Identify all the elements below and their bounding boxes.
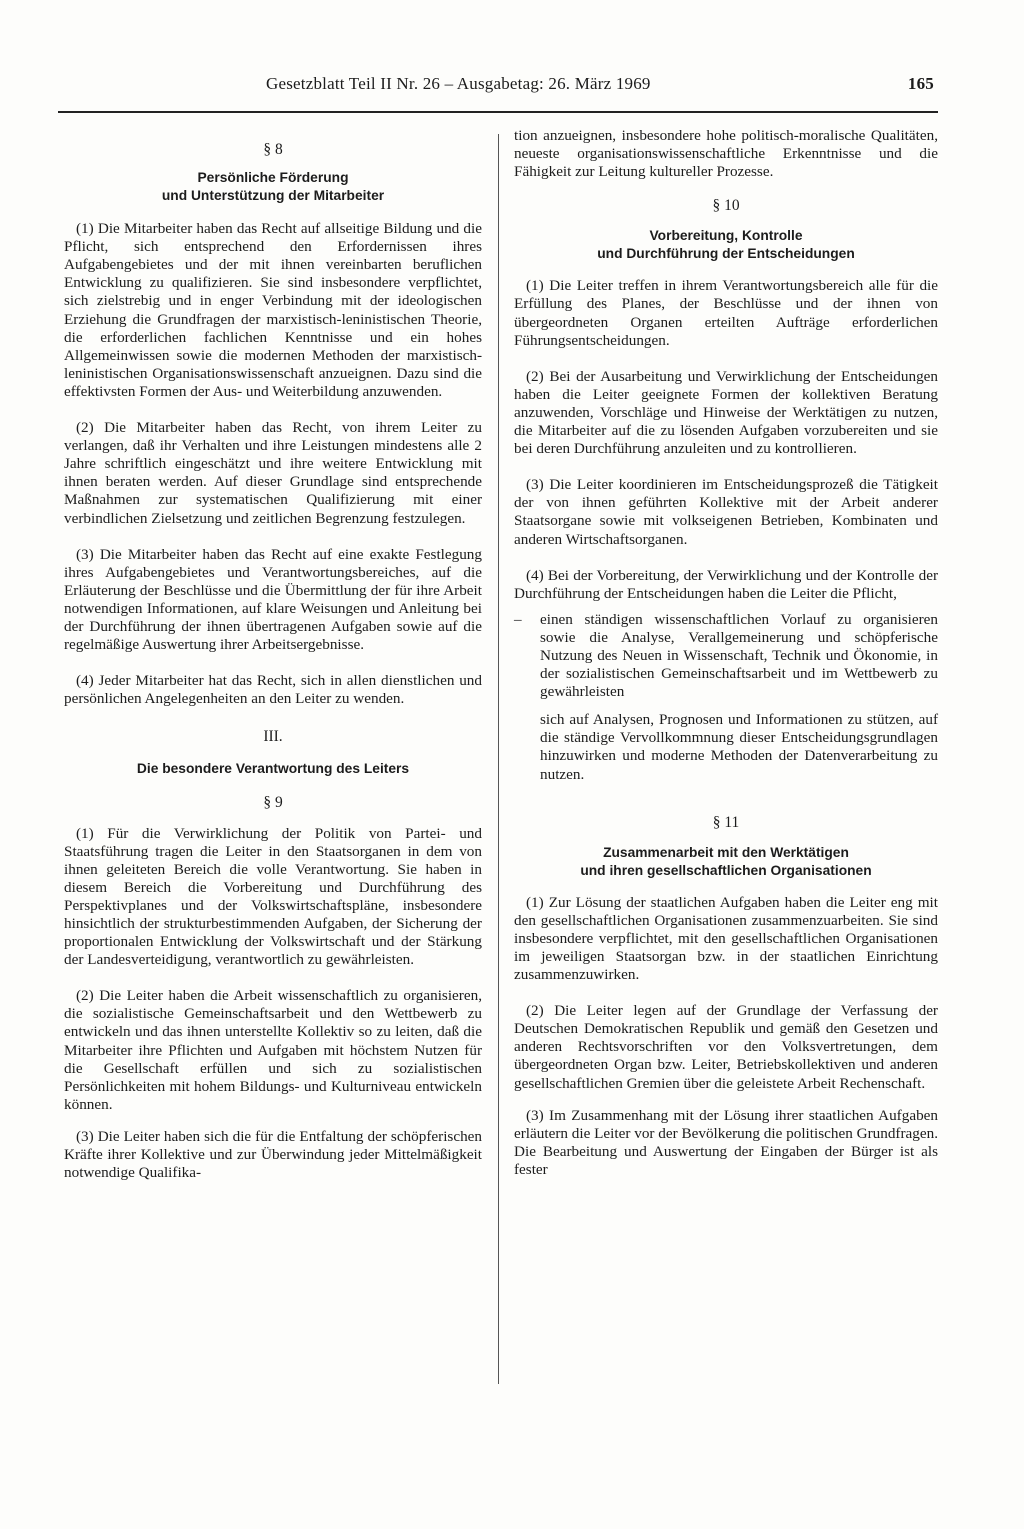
section-10-list-item-continued: sich auf Analysen, Prognosen und Informationen zu stützen, auf die ständige Vervollkommnung dieser Entscheidungsgrundlagen hinzuwirken und moderne Methoden der Datenverarbeitung zu nutzen. — [540, 711, 938, 783]
section-11-number: § 11 — [712, 813, 740, 831]
right-column — [514, 127, 938, 1179]
section-9-paragraph-2: (2) Die Leiter haben die Arbeit wissenschaftlich zu organisieren, die sozialistische Gemeinschaftsarbeit und den Wettbewerb zu entwickeln und das ihnen unterstellte Kollektiv so zu leiten, daß die Mitarbeiter ihre Pflichten und Aufgaben mit höchstem Nutzen für die Gesellschaft erfüllen und sich zu sozialistischen Persönlichkeiten mit hohem Bildungs- und Kulturniveau entwickeln können. — [64, 987, 482, 1113]
section-9-paragraph-3: (3) Die Leiter haben sich die für die Entfaltung der schöpferischen Kräfte ihrer Kollektive und zur Überwindung jeder Mittelmäßigkeit notwendige Qualifika- — [64, 1127, 482, 1182]
section-9-paragraph-3-continued: tion anzueignen, insbesondere hohe politisch-moralische Qualitäten, neueste organisationswissenschaftliche Erkenntnisse und die Fähigkeit zur Leitung kultureller Prozesse. — [514, 127, 938, 181]
section-10-list-item — [514, 611, 938, 701]
section-11-title-line-1: Zusammenarbeit mit den Werktätigen — [603, 844, 849, 860]
section-10-title-line-1: Vorbereitung, Kontrolle — [649, 228, 803, 244]
section-10-paragraph-2: (2) Bei der Ausarbeitung und Verwirklichung der Entscheidungen haben die Leiter geeignete Formen der kollektiven Beratung anzuwenden, Vorschläge und Hinweise der Werktätigen zu nutzen, die Mitarbeiter auf die zu lösenden Aufgaben vorzubereiten und sie bei deren Durchführung anzuleiten und zu kontrollieren. — [514, 367, 938, 458]
section-8-paragraph-1: (1) Die Mitarbeiter haben das Recht auf allseitige Bildung und die Pflicht, sich entsprechend den Erfordernissen ihres Aufgabengebietes und der mit ihnen vereinbarten beruflichen Entwicklung zu qualifizieren. Sie sind insbesondere verpflichtet, sich zielstrebig und in enger Verbindung mit der ideologischen Erziehung die Grundfragen der marxistisch-leninistischen Theorie, die erforderlichen fachlichen Kenntnisse und ein hohes Allgemeinwissen sowie die modernen Methoden der marxistisch-leninistischen Organisationswissenschaft anzueignen. Dazu sind die effektivsten Formen der Aus- und Weiterbildung anzuwenden. — [64, 220, 482, 400]
section-9-number: § 9 — [263, 794, 283, 812]
column-divider — [498, 134, 499, 1384]
section-10-number: § 10 — [712, 197, 740, 215]
section-8-title-line-2: und Unterstützung der Mitarbeiter — [161, 188, 385, 204]
section-10-paragraph-3: (3) Die Leiter koordinieren im Entscheidungsprozeß die Tätigkeit der von ihnen geführten Kollektive mit der Arbeit anderer Staatsorgane sowie mit volkseigenen Betrieben, Kombinaten und anderen Wirtschaftsorganen. — [514, 476, 938, 548]
section-11-paragraph-2: (2) Die Leiter legen auf der Grundlage der Verfassung der Deutschen Demokratischen Republik und gemäß den Gesetzen und anderen Rechtsvorschriften vor den Volksvertretungen, dem übergeordneten Organ bzw. Leiter, Betriebskollektiven und anderen gesellschaftlichen Gremien über die geleistete Arbeit Rechenschaft. — [514, 1002, 938, 1092]
page-header — [258, 74, 938, 104]
page-number: 165 — [907, 74, 934, 93]
section-8-paragraph-3: (3) Die Mitarbeiter haben das Recht auf eine exakte Festlegung ihres Aufgabengebietes und Verantwortungsbereiches, auf die Erläuterung der Beschlüsse und die Übermittlung der für ihre Arbeit notwendigen Informationen, auf klare Weisungen und Anleitung bei der Durchführung der ihnen übertragenen Aufgaben sowie auf die regelmäßige Auswertung ihrer Arbeitsergebnisse. — [64, 545, 482, 654]
part-3-number: III. — [263, 728, 283, 746]
part-3-title: Die besondere Verantwortung des Leiters — [136, 761, 410, 777]
section-10-title-line-2: und Durchführung der Entscheidungen — [597, 246, 855, 262]
section-8-number: § 8 — [263, 141, 283, 158]
section-10-list-item-text: einen ständigen wissenschaftlichen Vorlauf zu organisieren sowie die Analyse, Verallgemeinerung und schöpferische Nutzung des Neuen in Wissenschaft, Technik und Ökonomie, in der sozialistischen Gemeinschaftsarbeit und im Wettbewerb zu gewährleisten — [540, 610, 938, 701]
section-11-title-line-2: und ihren gesellschaftlichen Organisationen — [580, 862, 872, 878]
header-rule — [58, 111, 938, 113]
left-column — [64, 127, 482, 1182]
section-10-paragraph-1: (1) Die Leiter treffen in ihrem Verantwortungsbereich alle für die Erfüllung des Planes, der Beschlüsse und der ihnen von übergeordneten Organen erteilten Aufträge erforderlichen Führungsentscheidungen. — [514, 277, 938, 349]
section-11-paragraph-1: (1) Zur Lösung der staatlichen Aufgaben haben die Leiter eng mit den gesellschaftlichen Organisationen zusammenzuarbeiten. Sie sind insbesondere verpflichtet, mit den gesellschaftlichen Organisationen im jeweiligen Staatsorgan bzw. in der staatlichen Einrichtung zusammenzuwirken. — [514, 893, 938, 984]
running-title: Gesetzblatt Teil II Nr. 26 – Ausgabetag: 26. März 1969 — [266, 74, 651, 93]
section-10-paragraph-4: (4) Bei der Vorbereitung, der Verwirklichung und der Kontrolle der Durchführung der Entscheidungen haben die Leiter die Pflicht, — [514, 566, 938, 602]
section-8-paragraph-2: (2) Die Mitarbeiter haben das Recht, von ihrem Leiter zu verlangen, daß ihr Verhalten und ihre Leistungen mindestens alle 2 Jahre schriftlich eingeschätzt und ihre weitere Entwicklung mit ihnen beraten werden. Auf dieser Grundlage sind entsprechende Maßnahmen zur systematischen Qualifizierung mit einer verbindlichen Zielsetzung und zeitlichen Begrenzung festzulegen. — [64, 419, 482, 527]
section-9-paragraph-1: (1) Für die Verwirklichung der Politik von Partei- und Staatsführung tragen die Leiter in den Staatsorganen in dem von ihnen geleiteten Bereich die volle Verantwortung. Sie haben in diesem Bereich die Vorbereitung und Durchführung des Perspektivplanes und der Volkswirtschaftspläne, insbesondere hinsichtlich der strukturbestimmenden Aufgaben, der Sicherung der proportionalen Entwicklung der Volkswirtschaft und der Stärkung der Landesverteidigung, verantwortlich zu gewährleisten. — [64, 824, 482, 969]
section-11-paragraph-3: (3) Im Zusammenhang mit der Lösung ihrer staatlichen Aufgaben erläutern die Leiter vor der Bevölkerung die politischen Grundfragen. Die Bearbeitung und Auswertung der Eingaben der Bürger ist als fester — [514, 1106, 938, 1178]
dash-bullet: – — [514, 610, 522, 628]
section-8-paragraph-4: (4) Jeder Mitarbeiter hat das Recht, sich in allen dienstlichen und persönlichen Angelegenheiten an den Leiter zu wenden. — [64, 672, 482, 708]
section-8-title-line-1: Persönliche Förderung — [197, 170, 349, 186]
